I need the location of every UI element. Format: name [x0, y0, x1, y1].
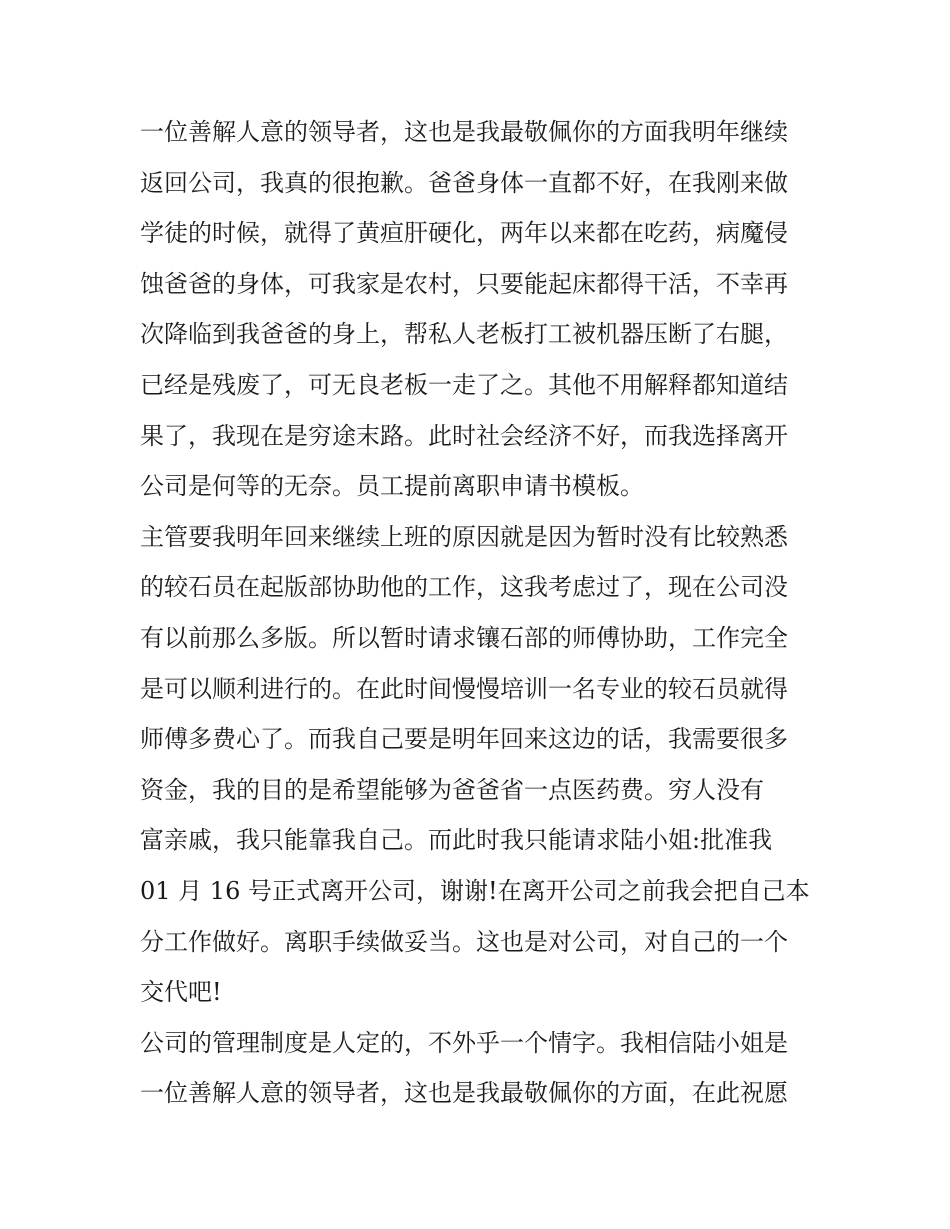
- text-line: 公司的管理制度是人定的，不外乎一个情字。我相信陆小姐是: [140, 1028, 788, 1057]
- text-line: 果了，我现在是穷途末路。此时社会经济不好，而我选择离开: [140, 421, 788, 450]
- text-line: 有以前那么多版。所以暂时请求镶石部的师傅协助，工作完全: [140, 623, 788, 652]
- text-line: 返回公司，我真的很抱歉。爸爸身体一直都不好，在我刚来做: [140, 168, 788, 197]
- text-line: 是可以顺利进行的。在此时间慢慢培训一名专业的较石员就得: [140, 674, 788, 703]
- body-text: [140, 107, 830, 1119]
- text-line: 主管要我明年回来继续上班的原因就是因为暂时没有比较熟悉: [140, 522, 788, 551]
- text-line: 分工作做好。离职手续做妥当。这也是对公司，对自己的一个: [140, 927, 788, 956]
- text-line: 一位善解人意的领导者，这也是我最敬佩你的方面我明年继续: [140, 118, 788, 146]
- text-line: 一位善解人意的领导者，这也是我最敬佩你的方面，在此祝愿: [140, 1079, 788, 1108]
- text-line: 公司是何等的无奈。员工提前离职申请书模板。: [140, 472, 644, 501]
- text-line: 交代吧!: [140, 978, 222, 1007]
- text-line: 已经是残废了，可无良老板一走了之。其他不用解释都知道结: [140, 370, 788, 399]
- text-line: 次降临到我爸爸的身上，帮私人老板打工被机器压断了右腿，: [140, 320, 788, 349]
- text-line: 学徒的时候，就得了黄疸肝硬化，两年以来都在吃药，病魔侵: [140, 219, 788, 248]
- text-line: 蚀爸爸的身体，可我家是农村，只要能起床都得干活，不幸再: [140, 269, 788, 298]
- text-line: 01 月 16 号正式离开公司，谢谢!在离开公司之前我会把自己本: [140, 876, 810, 905]
- text-line: 资金，我的目的是希望能够为爸爸省一点医药费。穷人没有: [140, 775, 764, 804]
- text-line: 师傅多费心了。而我自己要是明年回来这边的话，我需要很多: [140, 725, 788, 754]
- text-line: 富亲戚，我只能靠我自己。而此时我只能请求陆小姐:批准我: [140, 826, 773, 855]
- text-line: 的较石员在起版部协助他的工作，这我考虑过了，现在公司没: [140, 573, 788, 602]
